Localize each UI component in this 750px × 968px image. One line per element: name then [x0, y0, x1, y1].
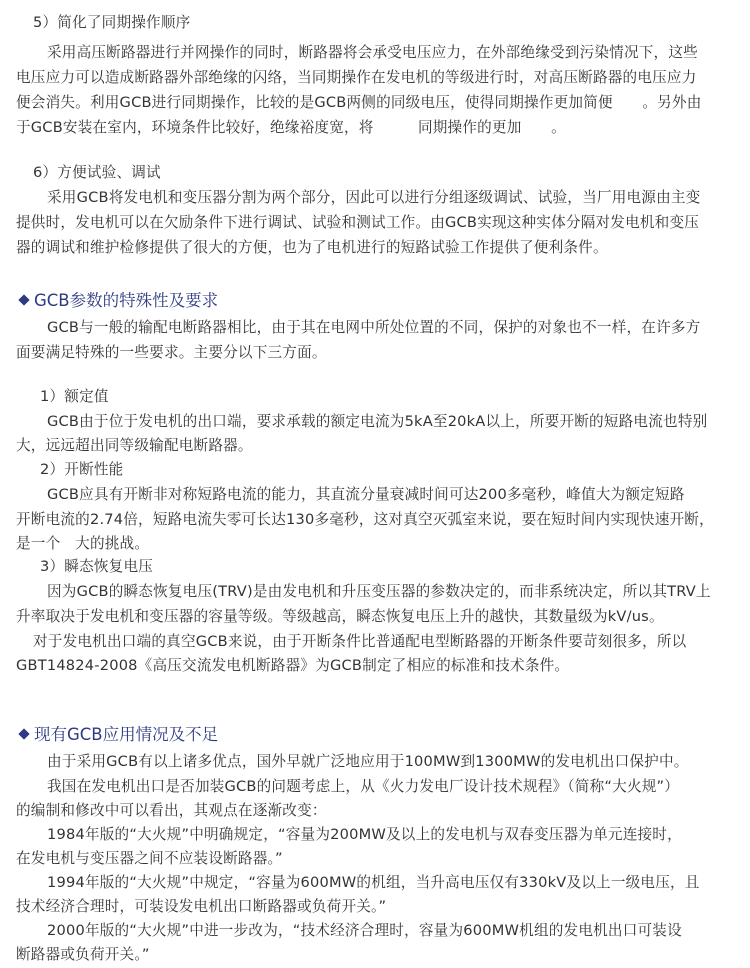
paragraph-line: 对于发电机出口端的真空GCB来说，由于开断条件比普通配电型断路器的开断条件要苛刻很多，所以 — [33, 633, 687, 650]
paragraph-line: 提供时，发电机可以在欠励条件下进行调试、试验和测试工作。由GCB实现这种实体分隔对发电机和变压 — [16, 214, 700, 231]
paragraph-line: 断路器或负荷开关。” — [16, 946, 150, 963]
paragraph-line: 是一个 大的挑战。 — [16, 535, 150, 552]
paragraph-line: 在发电机与变压器之间不应装设断路器。” — [16, 850, 283, 867]
paragraph-line: GCB应具有开断非对称短路电流的能力，其直流分量衰减时间可达200多毫秒，峰值大为额定短路 — [47, 486, 685, 503]
paragraph-line: 大，远远超出同等级输配电断路器。 — [16, 437, 253, 454]
subsection-title-simplify: 5）简化了同期操作顺序 — [33, 14, 191, 31]
paragraph-line: 1984年版的“大火规”中明确规定，“容量为200MW及以上的发电机与双春变压器为单元连接时， — [47, 826, 682, 843]
paragraph-line: 器的调试和维护检修提供了很大的方便，也为了电机进行的短路试验工作提供了便利条件。 — [16, 239, 608, 256]
paragraph-line: 采用高压断路器进行并网操作的同时，断路器将会承受电压应力，在外部绝缘受到污染情况下，这些 — [47, 44, 698, 61]
paragraph-line: GCB与一般的输配电断路器相比，由于其在电网中所处位置的不同，保护的对象也不一样，在许多方 — [47, 319, 701, 336]
paragraph-line: 开断电流的2.74倍，短路电流失零可长达130多毫秒，这对真空灭弧室来说，要在短时间内实现快速开断， — [16, 511, 714, 528]
paragraph-line: GCB由于位于发电机的出口端，要求承载的额定电流为5kA至20kA以上，所要开断的短路电流也特别 — [47, 413, 708, 430]
diamond-bullet-icon — [18, 294, 29, 305]
paragraph-line: 技术经济合理时，可装设发电机出口断路器或负荷开关。” — [16, 898, 387, 915]
paragraph-line: 1994年版的“大火规”中规定，“容量为600MW的机组，当升高电压仅有330kV及以上一级电压，且 — [47, 874, 700, 891]
paragraph-line: 我国在发电机出口是否加装GCB的问题考虑上，从《火力发电厂设计技术规程》（简称“大火规”） — [47, 778, 680, 795]
diamond-bullet-icon — [18, 728, 29, 739]
section-heading-params — [18, 290, 218, 312]
paragraph-line: GBT14824-2008《高压交流发电机断路器》为GCB制定了相应的标准和技术条件。 — [16, 657, 570, 674]
heading-text: 现有GCB应用情况及不足 — [34, 725, 219, 744]
paragraph-line: 于GCB安装在室内，环境条件比较好，绝缘裕度宽，将 同期操作的更加 。 — [16, 119, 566, 136]
subsection-title-testing: 6）方便试验、调试 — [33, 164, 161, 181]
paragraph-line: 便会消失。利用GCB进行同期操作，比较的是GCB两侧的同级电压，使得同期操作更加简便 。另外由 — [16, 94, 702, 111]
paragraph-line: 采用GCB将发电机和变压器分割为两个部分，因此可以进行分组逐级调试、试验，当厂用电源由主变 — [47, 189, 701, 206]
section-heading-current — [18, 724, 218, 746]
heading-text: GCB参数的特殊性及要求 — [34, 291, 219, 310]
paragraph-line: 面要满足特殊的一些要求。主要分以下三方面。 — [16, 344, 327, 361]
subsection-title-trv: 3）瞬态恢复电压 — [40, 558, 154, 575]
subsection-title-breaking: 2）开断性能 — [40, 461, 124, 478]
paragraph-line: 的编制和修改中可以看出，其观点在逐渐改变： — [16, 802, 327, 819]
paragraph-line: 因为GCB的瞬态恢复电压(TRV)是由发电机和升压变压器的参数决定的，而非系统决定，所以其TRV上 — [47, 583, 711, 600]
paragraph-line: 由于采用GCB有以上诸多优点，国外早就广泛地应用于100MW到1300MW的发电机出口保护中。 — [47, 753, 689, 770]
subsection-title-rated: 1）额定值 — [40, 388, 109, 405]
paragraph-line: 升率取决于发电机和变压器的容量等级。等级越高，瞬态恢复电压上升的越快，其数量级为kV/us。 — [16, 608, 664, 625]
paragraph-line: 2000年版的“大火规”中进一步改为，“技术经济合理时，容量为600MW机组的发电机出口可装设 — [47, 922, 682, 939]
paragraph-line: 电压应力可以造成断路器外部绝缘的闪络，当同期操作在发电机的等级进行时，对高压断路器的电压应力 — [16, 69, 697, 86]
